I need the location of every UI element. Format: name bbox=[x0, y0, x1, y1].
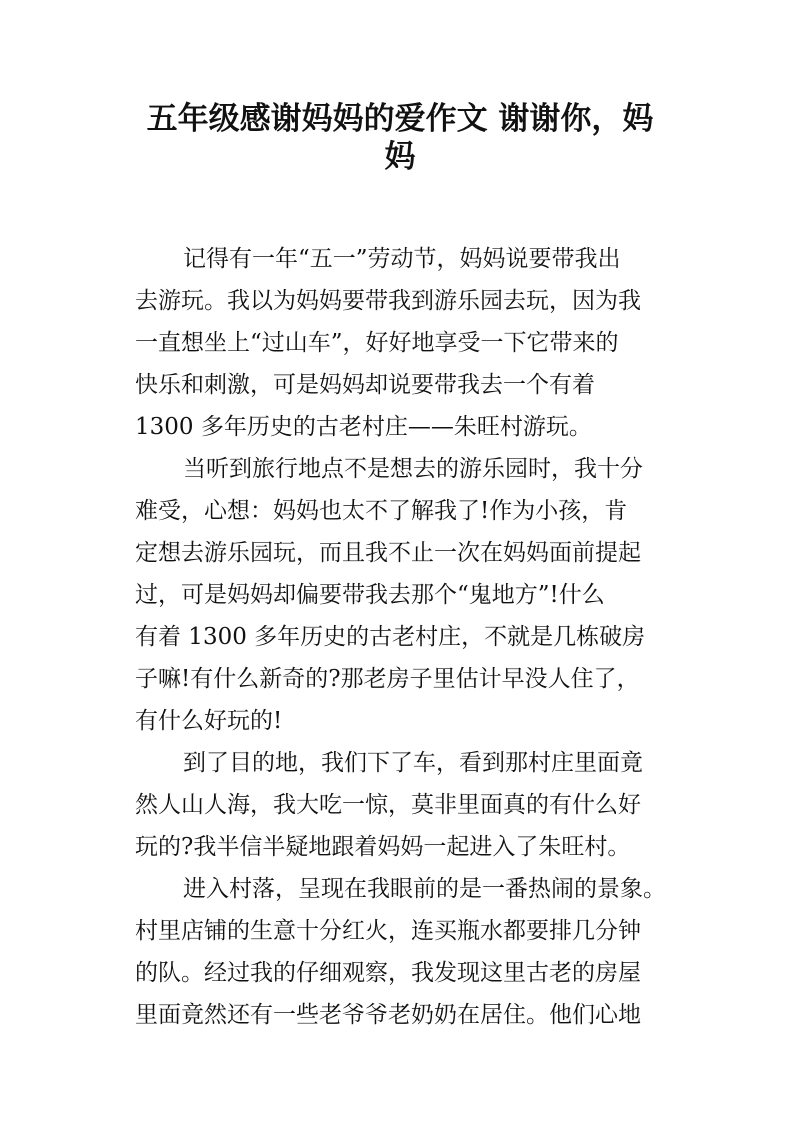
text-line: 进入村落，呈现在我眼前的是一番热闹的景象。 bbox=[183, 876, 666, 902]
title-line: 妈 bbox=[384, 139, 416, 175]
text-line: 去游玩。我以为妈妈要带我到游乐园去玩，因为我 bbox=[135, 288, 641, 314]
text-line: 1300 多年历史的古老村庄——朱旺村游玩。 bbox=[135, 414, 592, 440]
text-line: 过，可是妈妈却偏要带我去那个“鬼地方”!什么 bbox=[135, 582, 605, 608]
text-line: 难受，心想：妈妈也太不了解我了!作为小孩，肯 bbox=[135, 498, 628, 524]
paragraph bbox=[135, 742, 675, 868]
text-line: 有着 1300 多年历史的古老村庄，不就是几栋破房 bbox=[135, 624, 646, 650]
paragraph bbox=[135, 868, 675, 1036]
text-line: 有什么好玩的! bbox=[135, 708, 283, 734]
text-line: 子嘛!有什么新奇的?那老房子里估计早没人住了， bbox=[135, 666, 640, 692]
text-line: 玩的?我半信半疑地跟着妈妈一起进入了朱旺村。 bbox=[135, 834, 631, 860]
text-line: 里面竟然还有一些老爷爷老奶奶在居住。他们心地 bbox=[135, 1002, 641, 1028]
paragraph bbox=[135, 238, 675, 448]
text-line: 村里店铺的生意十分红火，连买瓶水都要排几分钟 bbox=[135, 918, 641, 944]
text-line: 到了目的地，我们下了车，看到那村庄里面竟 bbox=[183, 750, 643, 776]
text-line: 然人山人海，我大吃一惊，莫非里面真的有什么好 bbox=[135, 792, 641, 818]
text-line: 当听到旅行地点不是想去的游乐园时，我十分 bbox=[183, 456, 643, 482]
text-line: 快乐和刺激，可是妈妈却说要带我去一个有着 bbox=[135, 372, 595, 398]
text-line: 一直想坐上“过山车”，好好地享受一下它带来的 bbox=[135, 330, 619, 356]
paragraph bbox=[135, 448, 675, 742]
document-title bbox=[100, 100, 700, 176]
title-line: 五年级感谢妈妈的爱作文 谢谢你，妈 bbox=[146, 101, 654, 137]
text-line: 定想去游乐园玩，而且我不止一次在妈妈面前提起 bbox=[135, 540, 641, 566]
text-line: 的队。经过我的仔细观察，我发现这里古老的房屋 bbox=[135, 960, 641, 986]
text-line: 记得有一年“五一”劳动节，妈妈说要带我出 bbox=[183, 246, 621, 272]
document-body bbox=[135, 238, 675, 1036]
